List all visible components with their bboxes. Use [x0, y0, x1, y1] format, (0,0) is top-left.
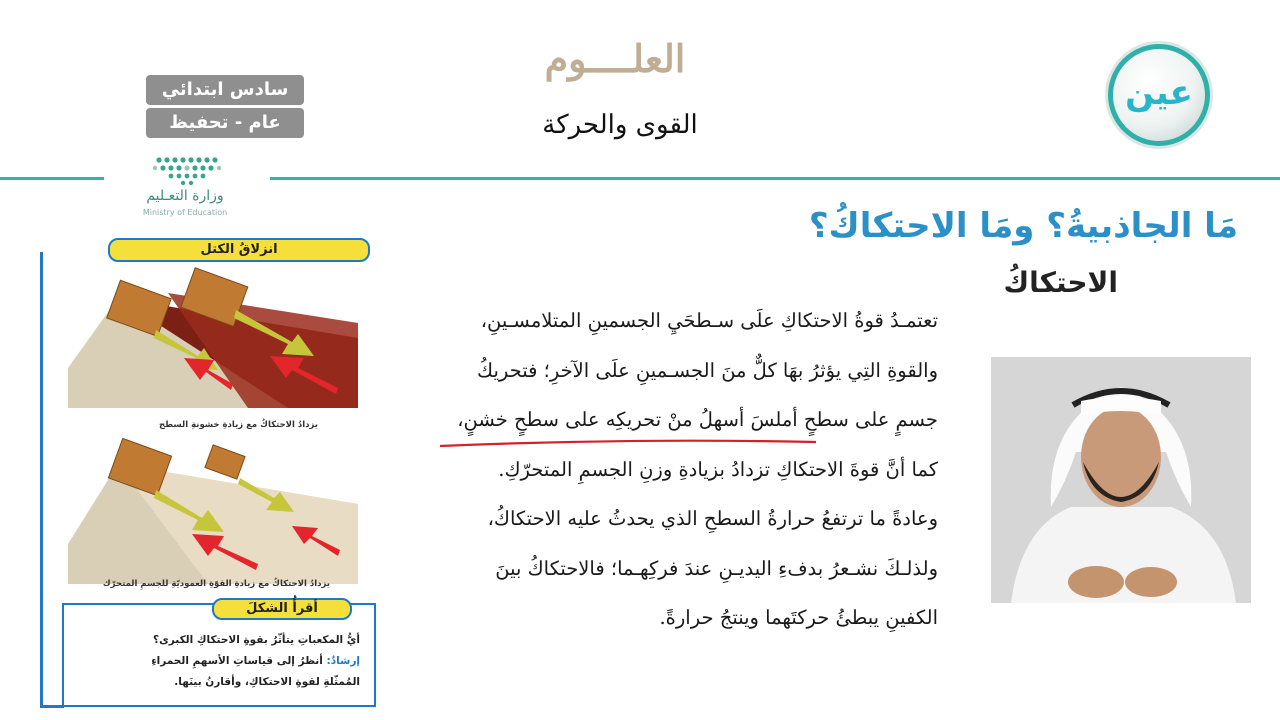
paragraph-line: والقوةِ التِي يؤثرُ بهَا كلٌّ منَ الجسـمينِ علَى الآخرِ؛ فتحريكُ: [477, 358, 938, 382]
channel-logo-text: عين: [1125, 73, 1193, 113]
grade-badge: سادس ابتدائي: [146, 75, 304, 105]
read-figure-title: أقرأُ الشكلَ: [212, 598, 352, 620]
subject-title: العلــــوم: [544, 36, 686, 81]
channel-logo: [1108, 44, 1210, 146]
hint-text: أنظرُ إلى قياساتِ الأسهمِ الحمراءِ: [151, 655, 323, 667]
paragraph-line: جسمٍ على سطحٍ أملسَ أسهلُ منْ تحريكِه على سطحٍ خشنٍ،: [457, 408, 938, 431]
rough-surface-illustration: [58, 258, 388, 423]
hint-text-continued: المُمثّلةِ لقوةِ الاحتكاكِ، وأقارنُ بينَها.: [174, 676, 360, 688]
figure-frame: [40, 252, 43, 708]
lesson-title: القوى والحركة: [542, 110, 698, 140]
highlight-underline: [438, 436, 818, 450]
ministry-name: وزارة التعـليم: [146, 188, 224, 204]
track-badge: عام - تحفيظ: [146, 108, 304, 138]
paragraph-line: وعادةً ما ترتفعُ حرارةُ السطحِ الذي يحدثُ عليه الاحتكاكُ،: [487, 507, 938, 530]
paragraph-line: الكفينِ يبطئُ حركتَهما وينتجُ حرارةً.: [659, 606, 938, 629]
presenter-figure-icon: [991, 357, 1251, 603]
ministry-logo: [104, 152, 270, 222]
figure-frame-corner: [40, 705, 64, 708]
hint-label: إرشادٌ:: [326, 655, 360, 667]
paragraph-line: ولذلـكَ نشـعرُ بدفءِ اليديـنِ عندَ فركِهـما؛ فالاحتكاكُ بينَ: [495, 556, 938, 580]
read-figure-text: [60, 630, 360, 693]
figure-hint: [60, 651, 360, 672]
paragraph-line: تعتمـدُ قوةُ الاحتكاكِ علَى سـطحَيِ الجسمينِ المتلامسـينِ،: [480, 309, 938, 332]
lesson-paragraph: [418, 296, 938, 643]
normal-force-illustration: [58, 424, 388, 589]
figure-title: انزلاقُ الكتل: [108, 238, 370, 262]
figure-question: أيُّ المكعباتِ يتأثّرُ بقوةِ الاحتكاكِ الكبرى؟: [153, 634, 360, 646]
textbook-figure: [40, 238, 370, 708]
ministry-dots-icon: [104, 152, 270, 188]
figure-caption: يزدادُ الاحتكاكُ مع زيادةِ خشونةِ السطح: [158, 420, 318, 430]
ministry-name-en: Ministry of Education: [142, 208, 228, 217]
section-subheading: الاحتكاكُ: [1003, 266, 1118, 299]
section-heading: مَا الجاذبيةُ؟ ومَا الاحتكاكُ؟: [808, 206, 1238, 246]
presenter-video: [991, 357, 1251, 603]
figure-caption: يزدادُ الاحتكاكُ مع زيادةِ القوّةِ العموديّةِ للجسمِ المتحرّك: [102, 579, 330, 589]
paragraph-line: كما أنَّ قوةَ الاحتكاكِ تزدادُ بزيادةِ وزنِ الجسمِ المتحرّكِ.: [498, 457, 938, 481]
